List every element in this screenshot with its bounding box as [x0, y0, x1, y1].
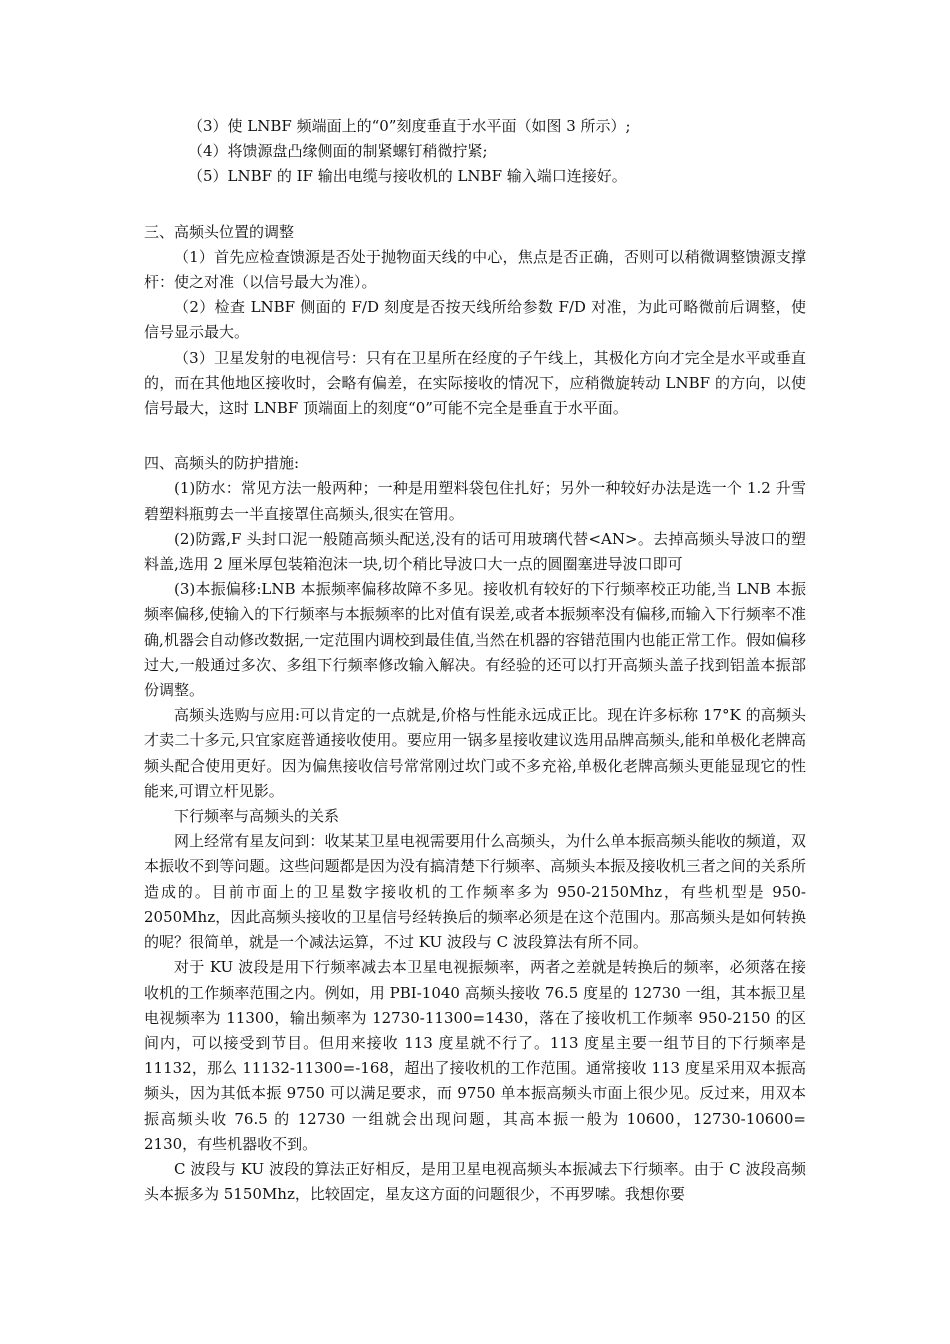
- step-4-item: （4）将馈源盘凸缘侧面的制紧螺钉稍微拧紧;: [188, 142, 488, 161]
- text-column: [144, 114, 806, 1207]
- section-4-paragraph: 对于 KU 波段是用下行频率减去本卫星电视振频率，两者之差就是转换后的频率，必须落在接收机的工作频率范围之内。例如，用 PBI-1040 高频头接收 76.5 度星的 12730 一组，其本振卫星电视频率为 11300，输出频率为 12730-11300=1430，落在了接收机工作频率 950-2150 的区间内，可以接受到节目。但用来接收 113 度星就不行了。113 度星主要一组节目的下行频率是 11132，那么 11132-11300=-168，超出了接收机的工作范围。通常接收 113 度星采用双本振高频头，因为其低本振 9750 可以满足要求，而 9750 单本振高频头市面上很少见。反过来，用双本振高频头收 76.5 的 12730 一组就会出现问题，其高本振一般为 10600，12730-10600= 2130，有些机器收不到。: [144, 958, 806, 1153]
- subheading: 下行频率与高频头的关系: [174, 807, 340, 826]
- section-4-paragraph: 网上经常有星友问到：收某某卫星电视需要用什么高频头，为什么单本振高频头能收的频道，双本振收不到等问题。这些问题都是因为没有搞清楚下行频率、高频头本振及接收机三者之间的关系所造成的。目前市面上的卫星数字接收机的工作频率多为 950-2150Mhz，有些机型是 950-2050Mhz，因此高频头接收的卫星信号经转换后的频率必须是在这个范围内。那高频头是如何转换的呢？很简单，就是一个减法运算，不过 KU 波段与 C 波段算法有所不同。: [144, 832, 806, 952]
- section-3-heading: 三、高频头位置的调整: [144, 222, 295, 241]
- section-4-heading: 四、高频头的防护措施:: [144, 454, 300, 473]
- section-4-paragraph: C 波段与 KU 波段的算法正好相反，是用卫星电视高频头本振减去下行频率。由于 C 波段高频头本振多为 5150Mhz，比较固定，星友这方面的问题很少，不再罗嗦。我想你要: [144, 1159, 806, 1204]
- section-3-paragraph: （2）检查 LNBF 侧面的 F/D 刻度是否按天线所给参数 F/D 对准，为此可略微前后调整，使信号显示最大。: [144, 298, 806, 342]
- step-3-item: （3）使 LNBF 频端面上的“0”刻度垂直于水平面（如图 3 所示）;: [188, 117, 631, 135]
- section-3-paragraph: （1）首先应检查馈源是否处于抛物面天线的中心，焦点是否正确，否则可以稍微调整馈源支撑杆：使之对准（以信号最大为准）。: [144, 247, 806, 292]
- section-3-paragraph: （3）卫星发射的电视信号：只有在卫星所在经度的子午线上，其极化方向才完全是水平或垂直的，而在其他地区接收时，会略有偏差，在实际接收的情况下，应稍微旋转动 LNBF 的方向，以使信号最大，这时 LNBF 顶端面上的刻度“0”可能不完全是垂直于水平面。: [144, 348, 806, 418]
- section-4-paragraph: (2)防露,F 头封口泥一般随高频头配送,没有的话可用玻璃代替<AN>。去掉高频头导波口的塑料盖,选用 2 厘米厚包装箱泡沫一块,切个稍比导波口大一点的圆圈塞进导波口即可: [144, 529, 806, 574]
- section-4-paragraph: (1)防水：常见方法一般两种；一种是用塑料袋包住扎好；另外一种较好办法是选一个 1.2 升雪碧塑料瓶剪去一半直接罩住高频头,很实在管用。: [144, 479, 806, 523]
- step-5-item: （5）LNBF 的 IF 输出电缆与接收机的 LNBF 输入端口连接好。: [188, 167, 627, 186]
- section-4-paragraph: 高频头选购与应用:可以肯定的一点就是,价格与性能永远成正比。现在许多标称 17°K 的高频头才卖二十多元,只宜家庭普通接收使用。要应用一锅多星接收建议选用品牌高频头,能和单极化老牌高频头配合使用更好。因为偏焦接收信号常常刚过坎门或不多充裕,单极化老牌高频头更能显现它的性能来,可谓立杆见影。: [144, 706, 806, 800]
- section-4-paragraph: (3)本振偏移:LNB 本振频率偏移故障不多见。接收机有较好的下行频率校正功能,当 LNB 本振频率偏移,使输入的下行频率与本振频率的比对值有误差,或者本振频率没有偏移,而输入下行频率不准确,机器会自动修改数据,一定范围内调校到最佳值,当然在机器的容错范围内也能正常工作。假如偏移过大,一般通过多次、多组下行频率修改输入解决。有经验的还可以打开高频头盖子找到铝盖本振部份调整。: [144, 580, 806, 700]
